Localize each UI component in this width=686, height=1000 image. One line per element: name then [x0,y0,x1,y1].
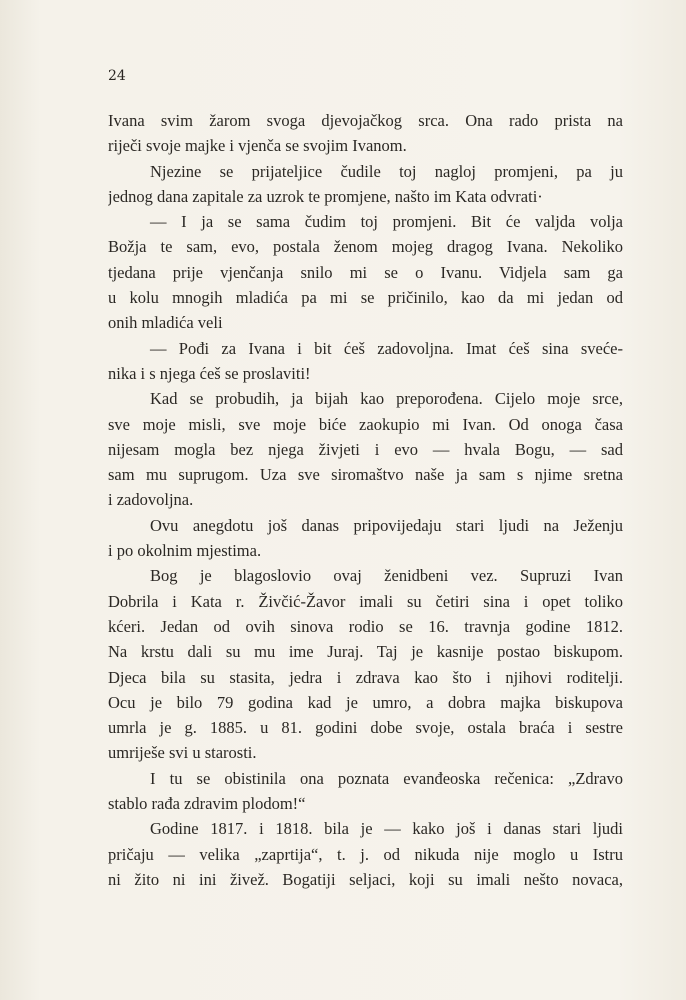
text-line: Ivana svim žarom svoga djevojačkog srca. Ona rado prista na [108,111,623,130]
text-line: sve moje misli, sve moje biće zaokupio mi Ivan. Od onoga časa [108,414,623,434]
text-line: Godine 1817. i 1818. bila je — kako još i danas stari ljudi [150,819,623,839]
page-number: 24 [108,68,126,84]
text-line: Djeca bila su stasita, jedra i zdrava kao što i njihovi roditelji. [108,667,623,687]
text-line: — I ja se sama čudim toj promjeni. Bit će valjda volja [150,212,623,232]
text-line: pričaju — velika „zaprtija“, t. j. od nikuda nije moglo u Istru [108,844,623,864]
text-line: Ovu anegdotu još danas pripovijedaju stari ljudi na Ježenju [150,515,623,535]
text-line: I tu se obistinila ona poznata evanđeoska rečenica: „Zdravo [150,768,623,788]
text-line: nijesam mogla bez njega živjeti i evo — hvala Bogu, — sad [108,439,623,459]
text-line: Njezine se prijateljice čudile toj nagloj promjeni, pa ju [150,161,623,181]
text-line: Na krstu dali su mu ime Juraj. Taj je kasnije postao biskupom. [108,642,623,662]
body-text [108,108,623,892]
text-line: jednog dana zapitale za uzrok te promjene, našto im Kata odvrati· [108,186,543,206]
text-line: i po okolnim mjestima. [108,541,262,561]
text-line: kćeri. Jedan od ovih sinova rodio se 16. travnja godine 1812. [108,616,623,636]
text-line: Ocu je bilo 79 godina kad je umro, a dobra majka biskupova [108,692,623,712]
text-line: umriješe svi u starosti. [108,743,257,763]
text-line: riječi svoje majke i vjenča se svojim Ivanom. [108,136,407,156]
text-line: tjedana prije vjenčanja snilo mi se o Ivanu. Vidjela sam ga [108,262,623,282]
text-line: Dobrila i Kata r. Živčić-Žavor imali su četiri sina i opet toliko [108,591,623,611]
text-line: i zadovoljna. [108,490,194,510]
text-line: — Pođi za Ivana i bit ćeš zadovoljna. Imat ćeš sina sveće- [150,338,623,358]
text-line: Božja te sam, evo, postala ženom mojeg dragog Ivana. Nekoliko [108,237,623,257]
text-line: nika i s njega ćeš se proslaviti! [108,363,311,383]
text-line: stablo rađa zdravim plodom!“ [108,794,306,814]
text-line: ni žito ni ini živež. Bogatiji seljaci, koji su imali nešto novaca, [108,869,623,889]
text-line: onih mladića veli [108,313,223,333]
text-line: Kad se probudih, ja bijah kao preporođena. Cijelo moje srce, [150,389,623,409]
text-line: Bog je blagoslovio ovaj ženidbeni vez. Supruzi Ivan [150,566,623,586]
text-line: umrla je g. 1885. u 81. godini dobe svoje, ostala braća i sestre [108,718,623,738]
text-line: u kolu mnogih mladića pa mi se pričinilo, kao da mi jedan od [108,288,623,308]
text-line: sam mu suprugom. Uza sve siromaštvo naše ja sam s njime sretna [108,465,623,485]
